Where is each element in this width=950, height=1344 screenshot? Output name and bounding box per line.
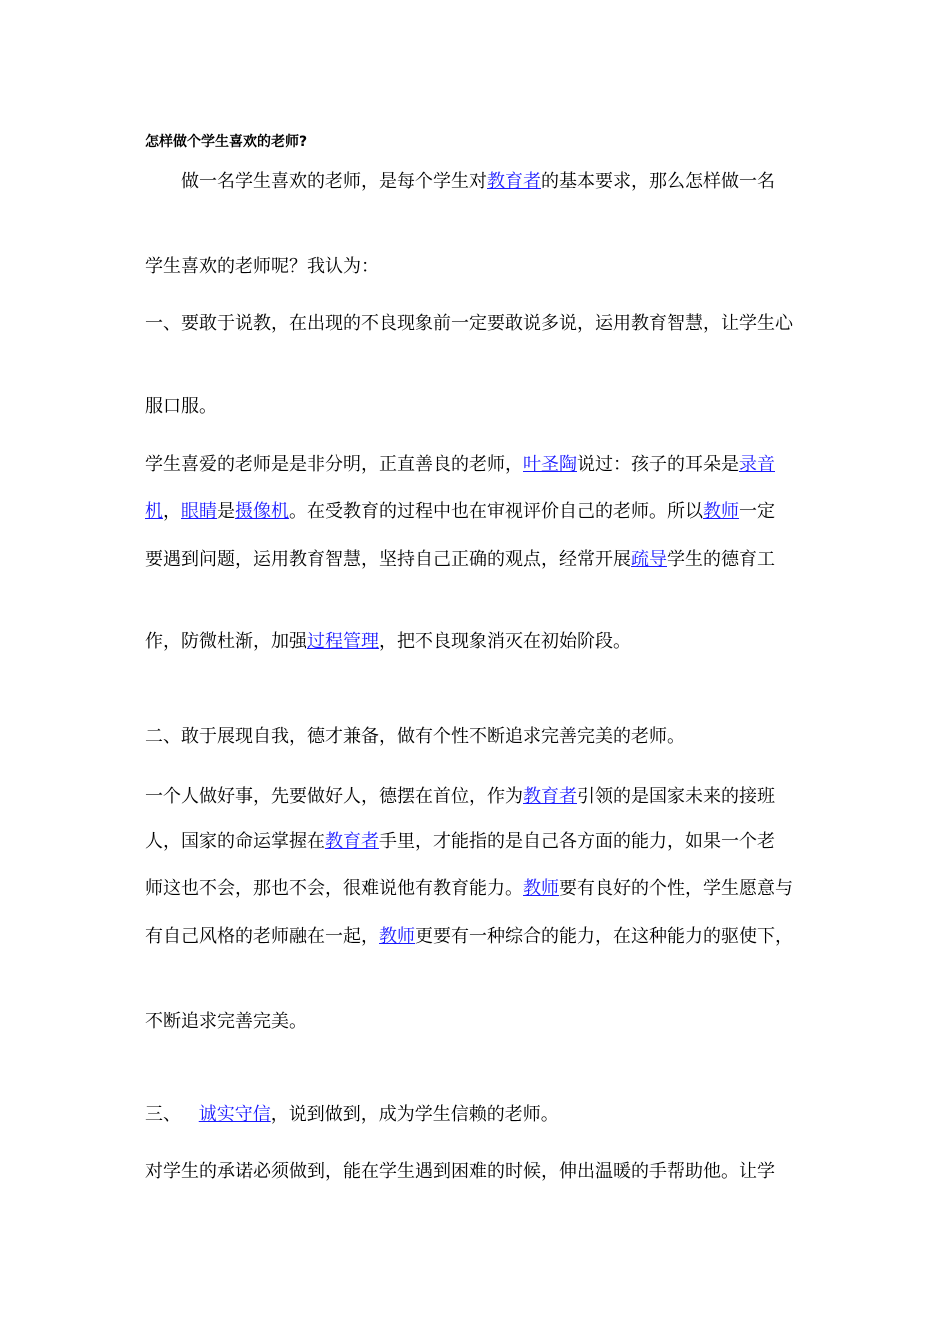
text-run: 作，防微杜渐，加强 (145, 631, 307, 652)
text-run: 一、要敢于说教，在出现的不良现象前一定要敢说多说，运用教育智慧，让学生心 (145, 313, 793, 334)
text-line (145, 255, 379, 279)
text-line (145, 830, 775, 854)
text-run: 服口服。 (145, 396, 217, 417)
hyperlink[interactable]: 诚实守信 (198, 1104, 271, 1125)
text-line (145, 1010, 307, 1034)
text-run: 的基本要求，那么怎样做一名 (541, 171, 775, 192)
text-run: 对学生的承诺必须做到，能在学生遇到困难的时候，伸出温暖的手帮助他。让学 (145, 1161, 775, 1182)
hyperlink[interactable]: 教师 (523, 878, 559, 899)
text-run: 是 (217, 501, 235, 522)
text-run: ， (163, 501, 181, 522)
text-run: 说过：孩子的耳朵是 (577, 454, 739, 475)
text-run: 有自己风格的老师融在一起， (145, 926, 379, 947)
text-run: 更要有一种综合的能力，在这种能力的驱使下， (415, 926, 793, 947)
text-run: 学生的德育工 (667, 549, 775, 570)
hyperlink[interactable]: 摄像机 (235, 501, 289, 522)
text-line (145, 630, 631, 654)
text-line (145, 925, 793, 949)
hyperlink[interactable]: 过程管理 (307, 631, 379, 652)
hyperlink[interactable]: 叶圣陶 (523, 454, 577, 475)
text-run: 不断追求完善完美。 (145, 1011, 307, 1032)
text-run: 要遇到问题，运用教育智慧，坚持自己正确的观点，经常开展 (145, 549, 631, 570)
text-run: 一个人做好事，先要做好人，德摆在首位，作为 (145, 786, 523, 807)
text-run: 做一名学生喜欢的老师，是每个学生对 (145, 171, 487, 192)
text-run: 。在受教育的过程中也在审视评价自己的老师。所以 (289, 501, 703, 522)
hyperlink[interactable]: 教育者 (487, 171, 541, 192)
text-line (145, 785, 775, 809)
text-run: 要有良好的个性，学生愿意与 (559, 878, 793, 899)
text-run: ，把不良现象消灭在初始阶段。 (379, 631, 631, 652)
text-run: 师这也不会，那也不会，很难说他有教育能力。 (145, 878, 523, 899)
text-run: 人，国家的命运掌握在 (145, 831, 325, 852)
text-run: 二、敢于展现自我，德才兼备，做有个性不断追求完善完美的老师。 (145, 726, 685, 747)
text-run: 学生喜欢的老师呢？我认为： (145, 256, 379, 277)
text-line (145, 170, 775, 194)
text-line (145, 453, 775, 477)
text-line (145, 1103, 559, 1127)
hyperlink[interactable]: 眼睛 (181, 501, 217, 522)
text-line (145, 877, 793, 901)
hyperlink[interactable]: 教师 (379, 926, 415, 947)
hyperlink[interactable]: 录音 (739, 454, 775, 475)
text-run: 引领的是国家未来的接班 (577, 786, 775, 807)
hyperlink[interactable]: 机 (145, 501, 163, 522)
text-run: ，说到做到，成为学生信赖的老师。 (270, 1104, 559, 1125)
text-line (145, 548, 775, 572)
text-line (145, 725, 685, 749)
text-run: 三、 (145, 1104, 187, 1125)
text-line (145, 312, 793, 336)
hyperlink[interactable]: 教师 (703, 501, 739, 522)
document-title: 怎样做个学生喜欢的老师? (145, 134, 308, 150)
text-run: 学生喜爱的老师是是非分明，正直善良的老师， (145, 454, 523, 475)
text-run: 手里，才能指的是自己各方面的能力，如果一个老 (379, 831, 775, 852)
hyperlink[interactable]: 疏导 (631, 549, 667, 570)
text-run: 一定 (739, 501, 775, 522)
text-line (145, 1160, 775, 1184)
hyperlink[interactable]: 教育者 (325, 831, 379, 852)
hyperlink[interactable]: 教育者 (523, 786, 577, 807)
text-line (145, 500, 775, 524)
text-line (145, 395, 217, 419)
